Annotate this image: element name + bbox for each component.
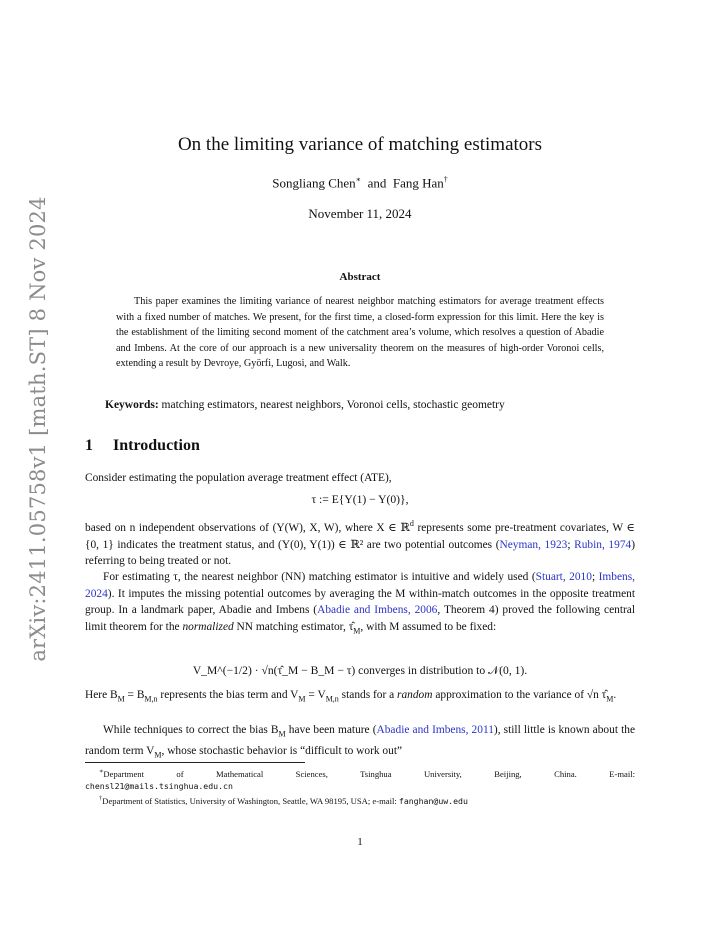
footnote-2-email[interactable]: fanghan@uw.edu xyxy=(398,795,468,806)
citation-stuart[interactable]: Stuart, 2010 xyxy=(535,571,592,583)
footnote-1 xyxy=(85,766,635,780)
footnote-1-email-line xyxy=(85,780,635,793)
equation-ate xyxy=(85,493,635,506)
p5-text-d: , whose stochastic behavior is “difficult to work out” xyxy=(161,744,403,757)
p4-text-b: = B xyxy=(124,689,145,701)
citation-separator: ; xyxy=(591,571,599,583)
p3-emphasis: normalized xyxy=(182,621,234,634)
p2-text-a: based on n independent observations of (Y(W), X, W), where X ∈ ℝ xyxy=(85,521,410,534)
page-number: 1 xyxy=(357,836,363,848)
author-2-footnote-mark[interactable]: † xyxy=(443,175,448,184)
p2-text-b: represents some pre-treatment covariates, W ∈ {0, 1} indicates the treatment status, and (Y(0), Y(1)) ∈ ℝ² are two potential outcomes ( xyxy=(85,521,635,551)
p3-text-e: , with M assumed to be fixed: xyxy=(360,621,497,634)
paragraph-2 xyxy=(85,516,635,570)
footnote-2 xyxy=(85,793,635,807)
citation-neyman[interactable]: Neyman, 1923 xyxy=(499,538,568,551)
p3-text-b: ). It imputes the missing potential outcomes by averaging the M within-match outcomes in the opposite treatment group. In a landmark paper, Abadie and Imbens ( xyxy=(85,587,635,617)
p4-text-c: represents the bias term and V xyxy=(157,689,299,701)
paper-title: On the limiting variance of matching estimators xyxy=(177,134,543,155)
equation-clt-text: V_M^(−1/2) · √n(τ̂_M − B_M − τ) converges in distribution to 𝒩(0, 1). xyxy=(192,664,528,677)
citation-separator: ; xyxy=(567,538,575,551)
footnote-1-email[interactable]: chensl21@mails.tsinghua.edu.cn xyxy=(85,781,233,792)
p3-text-d: NN matching estimator, τ̂ xyxy=(233,621,354,634)
p2-text-c: ) referring to being treated or not. xyxy=(85,538,636,568)
author-1: Songliang Chen xyxy=(272,175,356,191)
citation-abadie-imbens-2011[interactable]: Abadie and Imbens, 2011 xyxy=(376,724,494,736)
abstract-text: This paper examines the limiting variance of nearest neighbor matching estimators for average treatment effects with a fixed number of matches. We present, for the first time, a closed-form expression for this limit. Here the key is the establishment of the limiting second moment of the catchment area’s volume, which resolves a question of Abadie and Imbens. At the core of our approach is a new universality theorem on the measures of high-order Voronoi cells, extending a result by Devroye, Györfi, Lugosi, and Walk. xyxy=(116,296,604,370)
p5-text-c: ), still little is known about the random term V xyxy=(85,724,636,757)
p4-text-a: Here B xyxy=(85,689,118,701)
keywords-label: Keywords: xyxy=(105,399,159,411)
abstract-heading: Abstract xyxy=(339,271,381,283)
paragraph-1: Consider estimating the population average treatment effect (ATE), xyxy=(85,472,392,484)
author-2: Fang Han xyxy=(392,175,444,191)
section-title: Introduction xyxy=(113,437,200,454)
arxiv-identifier: arXiv:2411.05758v1 [math.ST] 8 Nov 2024 xyxy=(26,196,50,662)
p4-text-g: . xyxy=(613,689,617,701)
p4-text-f: approximation to the variance of √n τ̂ xyxy=(432,689,607,701)
equation-ate-text: τ := E{Y(1) − Y(0)}, xyxy=(311,493,409,506)
footnote-2-text: Department of Statistics, University of Washington, Seattle, WA 98195, USA; e-mail: xyxy=(102,795,399,806)
p5-text-b: have been mature ( xyxy=(285,724,377,736)
citation-rubin[interactable]: Rubin, 1974 xyxy=(574,538,632,551)
footnote-divider xyxy=(85,762,305,763)
footnotes xyxy=(85,766,635,808)
footnote-2-mark: † xyxy=(99,795,103,803)
keywords-text: matching estimators, nearest neighbors, Voronoi cells, stochastic geometry xyxy=(161,399,505,411)
citation-abadie-imbens-2006[interactable]: Abadie and Imbens, 2006 xyxy=(317,604,438,617)
p3-subscript: M xyxy=(353,626,361,636)
arxiv-sidebar-stamp xyxy=(24,196,52,662)
citation-imbens[interactable]: Imbens, 2024 xyxy=(85,571,635,600)
section-heading xyxy=(85,437,200,455)
footnote-1-text: Department of Mathematical Sciences, Tsinghua University, Beijing, China. E-mail: xyxy=(103,768,635,779)
p2-superscript: d xyxy=(409,519,414,528)
equation-clt xyxy=(85,664,635,678)
footnote-1-mark: ∗ xyxy=(99,768,104,775)
p4-text-d: = V xyxy=(305,689,326,701)
p4-text-e: stands for a xyxy=(338,689,398,701)
section-number: 1 xyxy=(85,437,93,454)
p5-text-a: While techniques to correct the bias B xyxy=(103,724,279,736)
paragraph-5: While techniques to correct the bias $B_M$ have been mature (Abadie and Imbens, 2011), still little is known about the random term $V_M$, whose stochastic behavior is “difficult to work out” xyxy=(85,724,636,760)
keywords-line xyxy=(105,399,625,411)
p4-emphasis: random xyxy=(397,689,433,701)
p3-text-c: , Theorem 4) proved the following central limit theorem for the xyxy=(85,604,636,634)
author-conjunction: and xyxy=(367,175,387,191)
author-line xyxy=(85,175,635,191)
paragraph-3 xyxy=(85,569,635,640)
author-1-footnote-mark[interactable]: ∗ xyxy=(355,175,362,184)
paper-date: November 11, 2024 xyxy=(308,206,412,221)
paragraph-4: Here $B_M = B_{M,n}$ represents the bias term and $V_M = V_{M,n}$ stands for a random approximation to the variance of √n $\taû_M$. xyxy=(85,689,617,704)
p3-text-a: For estimating τ, the nearest neighbor (NN) matching estimator is intuitive and widely used ( xyxy=(103,571,536,583)
